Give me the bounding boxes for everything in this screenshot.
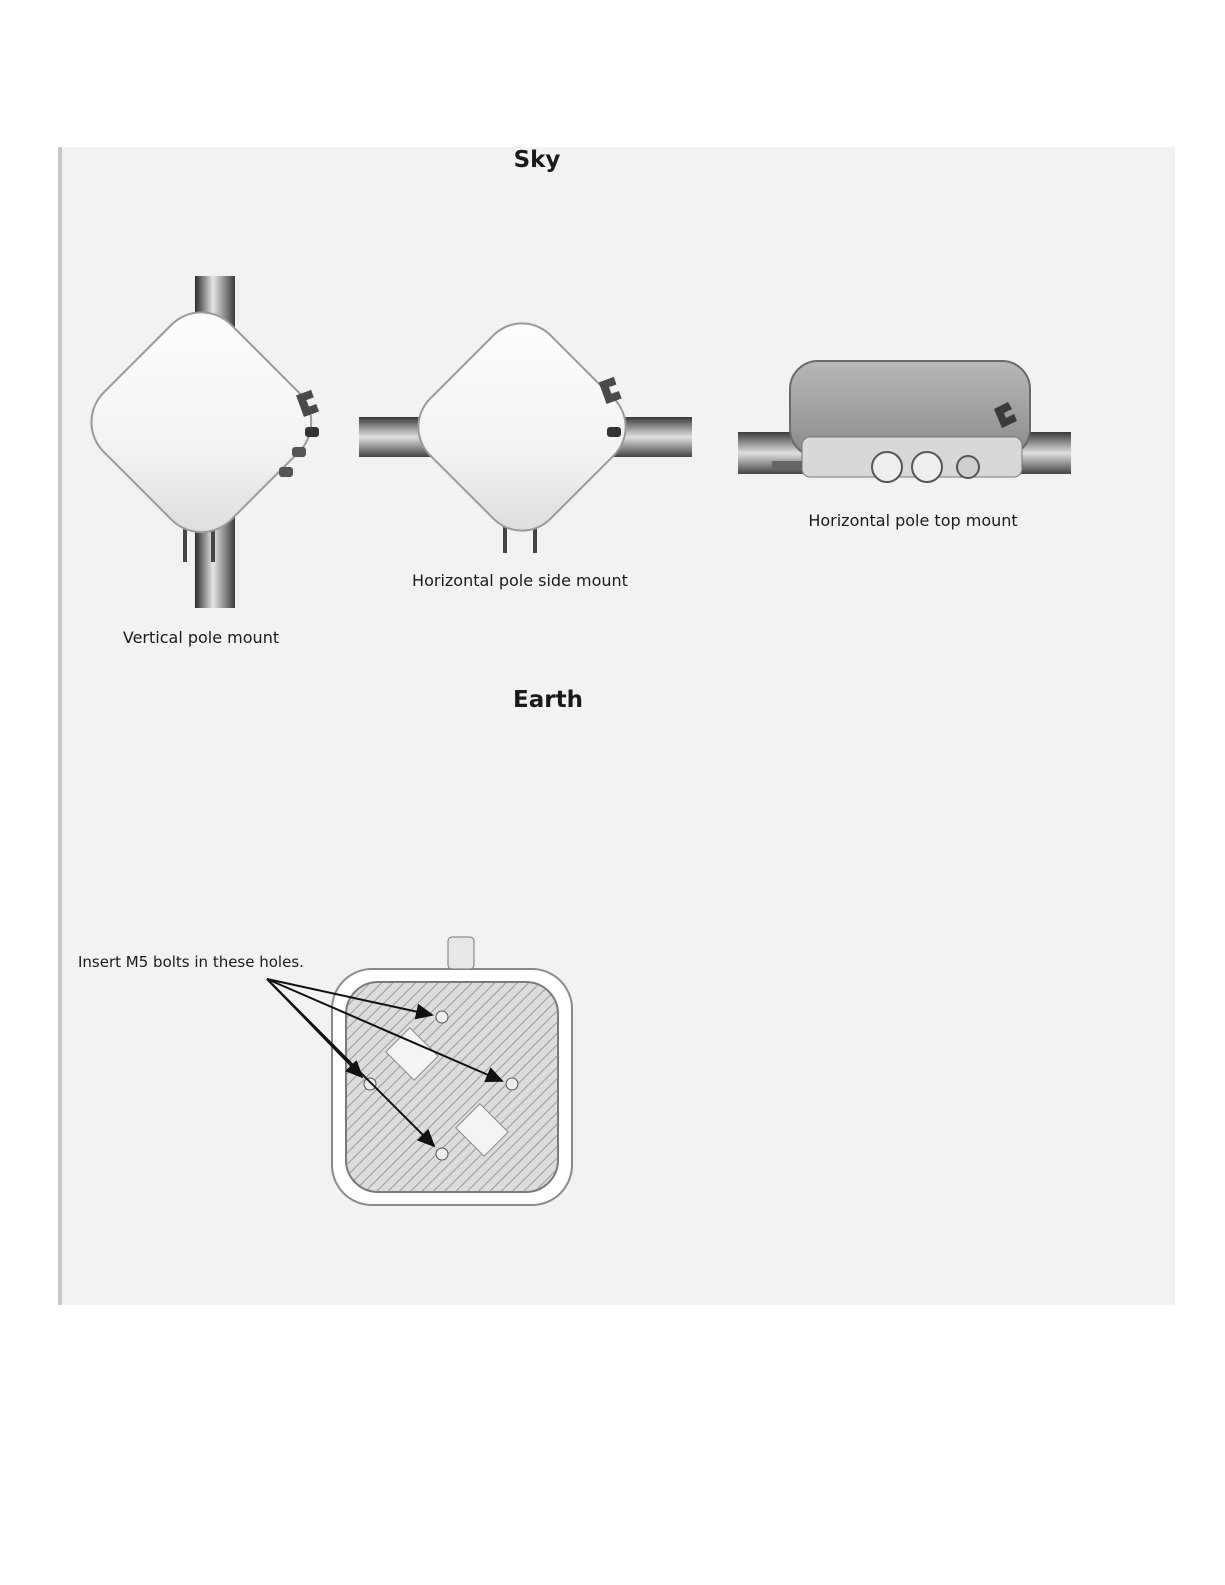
horizontal-pole-side-mount-caption: Horizontal pole side mount: [412, 571, 628, 590]
vertical-pole-mount-caption: Vertical pole mount: [122, 628, 280, 647]
sky-heading: Sky: [513, 147, 561, 173]
figure-panel: [58, 147, 1175, 1305]
horizontal-pole-top-mount-illustration: [732, 357, 1072, 487]
earth-heading: Earth: [513, 687, 583, 713]
horizontal-pole-side-mount-illustration: [357, 307, 697, 557]
vertical-pole-mount-illustration: [87, 272, 347, 612]
m5-bolts-callout: Insert M5 bolts in these holes.: [78, 953, 304, 971]
horizontal-pole-top-mount-caption: Horizontal pole top mount: [808, 511, 1018, 530]
mounting-bracket-illustration: [62, 917, 602, 1217]
